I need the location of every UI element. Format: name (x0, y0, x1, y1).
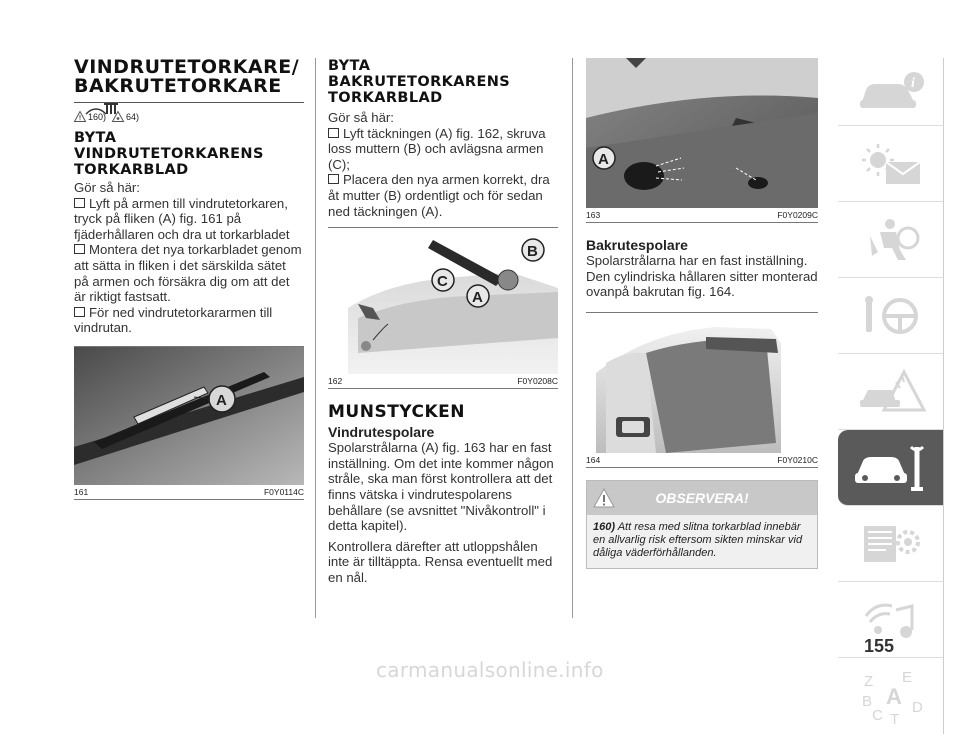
tab-driving[interactable] (838, 278, 944, 354)
subheading-windscreen-blade: BYTA VINDRUTETORKARENS TORKARBLAD (74, 130, 264, 178)
subheading-rear-blade: BYTA BAKRUTETORKARENS TORKARBLAD (328, 58, 511, 106)
figure-164 (586, 312, 818, 468)
index-letter: T (889, 711, 899, 728)
page-number: 155 (863, 636, 894, 656)
figure-162-label-a: A (472, 289, 483, 307)
tab-safety[interactable] (838, 202, 944, 278)
airbag-icon (856, 216, 926, 264)
watermark: carmanualsonline.info (376, 658, 604, 682)
figure-161 (74, 346, 304, 500)
figure-162-label-b: B (527, 243, 538, 261)
column-1 (74, 58, 304, 500)
warning-note (586, 480, 818, 569)
figure-162-caption (328, 374, 558, 389)
index-letter: B (861, 693, 872, 710)
figure-164-image (586, 313, 818, 453)
figure-number: 163 (586, 210, 601, 220)
tab-maintenance[interactable] (838, 430, 944, 506)
steering-icon (856, 292, 926, 340)
step-2: Placera den nya armen korrekt, dra åt mutter (B) ordentligt och för sedan ned täckningen (A). (328, 172, 558, 219)
warning-ref-text: 64) (126, 112, 140, 122)
column-divider (572, 58, 573, 618)
figure-code: F0Y0209C (777, 210, 818, 220)
warning-note-ref: 160) (593, 520, 616, 533)
hazard-icon (856, 368, 926, 416)
section-heading-nozzles: MUNSTYCKEN (328, 402, 465, 423)
intro-text: Gör så här: (74, 180, 140, 195)
warning-triangle-icon (593, 488, 615, 508)
warning-note-text: Att resa med slitna torkarblad innebär en allvarlig risk eftersom sikten minskar vid dåliga väderförhållanden. (593, 520, 803, 559)
warning-note-body (587, 515, 817, 568)
index-letter: C (871, 707, 883, 724)
figure-162-image (328, 228, 558, 374)
step-2: Montera det nya torkarbladet genom att sätta in fliken i det särskilda sätet på armen och försäkra dig om att det är riktigt fastsatt. (74, 242, 304, 304)
tab-emergency[interactable] (838, 354, 944, 430)
figure-code: F0Y0114C (263, 486, 304, 497)
step-1: Lyft täckningen (A) fig. 162, skruva loss muttern (B) och avlägsna armen (C); (328, 126, 558, 173)
figure-162-label-c: C (437, 273, 448, 291)
chapter-sidebar (824, 58, 944, 734)
figure-161-label: A (216, 391, 227, 409)
warning-lights-icon (856, 140, 926, 188)
section-heading: VINDRUTETORKARE/ BAKRUTETORKARE (74, 56, 300, 97)
figure-number: 162 (328, 376, 343, 387)
column-2 (328, 58, 558, 586)
car-maintenance-icon (851, 443, 931, 493)
warning-ref-text: 160) (88, 112, 107, 122)
subheading-windscreen-washer: Vindrutespolare (328, 424, 435, 441)
figure-163-label: A (598, 151, 609, 168)
warning-note-title: OBSERVERA! (655, 489, 749, 506)
svg-text:i: i (910, 75, 915, 91)
index-letter: Z (863, 673, 873, 690)
tab-car-info[interactable] (838, 58, 944, 126)
rear-wiper-illustration (328, 228, 558, 374)
washer-paragraph-1: Spolarstrålarna (A) fig. 163 har en fast inställning. Om det inte kommer någon stråle, ska man först kontrollera att det finns vätska i vindrutespolarens behållare (se avsnittet "Nivåkontroll" i detta kapitel). (328, 440, 554, 534)
subheading-rear-washer: Bakrutespolare (586, 237, 688, 253)
figure-161-caption (74, 485, 304, 500)
washer-paragraph-2: Kontrollera därefter att utloppshålen inte är tilltäppta. Rensa eventuellt med en nål. (328, 538, 553, 585)
wiper-arm-illustration (74, 347, 304, 485)
rear-washer-paragraph: Spolarstrålarna har en fast inställning. Den cylindriska hållaren sitter monterad ovanpå bakrutan fig. 164. (586, 253, 818, 300)
index-icon (856, 668, 926, 728)
figure-162 (328, 227, 558, 389)
rear-washer-illustration (586, 313, 818, 453)
index-letter: D (911, 699, 923, 716)
wiper-section-icon (84, 100, 120, 120)
figure-number: 164 (586, 454, 601, 465)
column-divider (315, 58, 316, 618)
figure-163-caption (586, 208, 818, 223)
figure-163-image (586, 58, 818, 208)
specs-icon (856, 520, 926, 568)
step-1: Lyft på armen till vindrutetorkaren, tryck på fliken (A) fig. 161 på fjäderhållaren och dra ut torkarbladet (74, 196, 304, 243)
car-info-icon (856, 70, 926, 114)
tab-index[interactable] (838, 658, 944, 734)
index-letter: E (901, 669, 912, 686)
washer-nozzle-illustration (586, 58, 818, 208)
figure-164-caption (586, 453, 818, 468)
index-letter: A (885, 684, 902, 709)
figure-code: F0Y0208C (517, 376, 558, 387)
figure-163 (586, 58, 818, 223)
figure-code: F0Y0210C (777, 454, 818, 465)
intro-text: Gör så här: (328, 110, 394, 125)
tab-specs[interactable] (838, 506, 944, 582)
tab-warning-lights[interactable] (838, 126, 944, 202)
column-3 (586, 58, 818, 569)
step-3: För ned vindrutetorkararmen till vindrutan. (74, 305, 304, 336)
figure-number: 161 (74, 486, 89, 497)
warning-note-header (587, 481, 817, 515)
figure-161-image (74, 347, 304, 485)
